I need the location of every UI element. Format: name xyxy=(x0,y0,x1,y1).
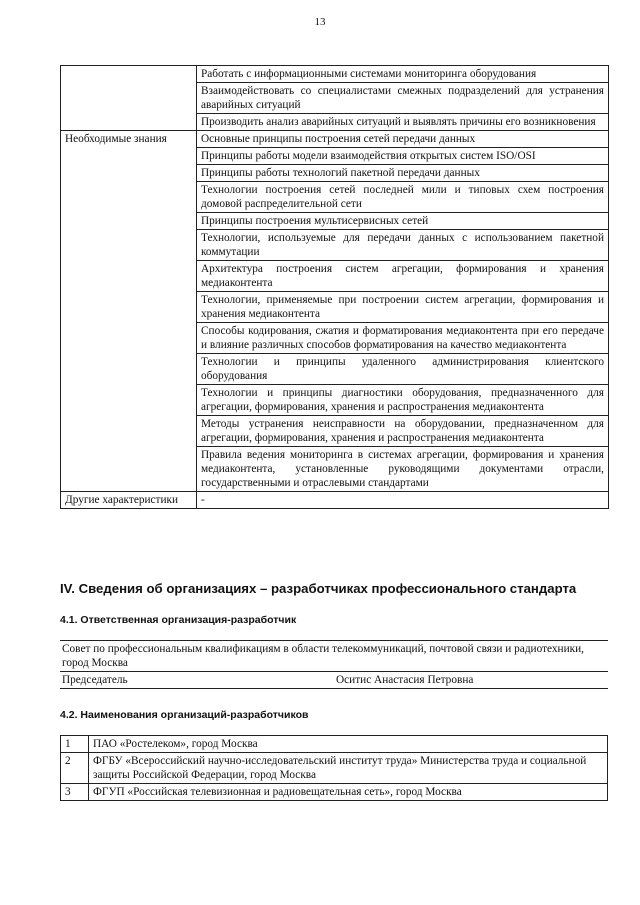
table-row xyxy=(61,66,609,83)
table-row xyxy=(61,753,608,784)
table-row xyxy=(61,784,608,801)
developer-name: ФГУП «Российская телевизионная и радиовещательная сеть», город Москва xyxy=(89,784,608,801)
org-name: Совет по профессиональным квалификациям в области телекоммуникаций, почтовой связи и радиотехники, город Москва xyxy=(60,641,608,672)
table-row xyxy=(61,492,609,509)
skill-item: Работать с информационными системами мониторинга оборудования xyxy=(197,66,609,83)
knowledge-item: Технологии построения сетей последней мили и типовых схем построения домовой распределительной сети xyxy=(197,182,609,213)
row-label-other: Другие характеристики xyxy=(61,492,197,509)
org-person: Оситис Анастасия Петровна xyxy=(334,672,608,689)
table-row xyxy=(60,672,608,689)
developers-table xyxy=(60,735,608,801)
knowledge-item: Принципы работы технологий пакетной передачи данных xyxy=(197,165,609,182)
page-number: 13 xyxy=(314,16,326,28)
knowledge-item: Архитектура построения систем агрегации, формирования и хранения медиаконтента xyxy=(197,261,609,292)
developer-name: ФГБУ «Всероссийский научно-исследовательский институт труда» Министерства труда и социальной защиты Российской Федерации, город Москва xyxy=(89,753,608,784)
row-label xyxy=(61,66,197,131)
competency-table xyxy=(60,65,609,509)
knowledge-item: Принципы построения мультисервисных сетей xyxy=(197,213,609,230)
knowledge-item: Технологии, используемые для передачи данных с использованием пакетной коммутации xyxy=(197,230,609,261)
knowledge-item: Основные принципы построения сетей передачи данных xyxy=(197,131,609,148)
table-row xyxy=(60,641,608,672)
developer-number: 3 xyxy=(61,784,89,801)
skill-item: Производить анализ аварийных ситуаций и выявлять причины его возникновения xyxy=(197,114,609,131)
org-position: Председатель xyxy=(60,672,334,689)
knowledge-item: Правила ведения мониторинга в системах агрегации, формирования и хранения медиаконтента, установленные руководящими документами отрасли, государственными и отраслевыми стандартами xyxy=(197,447,609,492)
table-row xyxy=(61,736,608,753)
developer-number: 2 xyxy=(61,753,89,784)
developer-number: 1 xyxy=(61,736,89,753)
knowledge-item: Способы кодирования, сжатия и форматирования медиаконтента при его передаче и влияние различных способов форматирования на качество медиаконтента xyxy=(197,323,609,354)
subsection-title-developers: 4.2. Наименования организаций-разработчиков xyxy=(60,709,309,721)
knowledge-item: Технологии и принципы диагностики оборудования, предназначенного для агрегации, формирования, хранения и распространения медиаконтента xyxy=(197,385,609,416)
knowledge-item: Технологии и принципы удаленного администрирования клиентского оборудования xyxy=(197,354,609,385)
knowledge-item: Методы устранения неисправности на оборудовании, предназначенном для агрегации, формирования, хранения и распространения медиаконтента xyxy=(197,416,609,447)
responsible-org-table xyxy=(60,640,608,689)
knowledge-item: Технологии, применяемые при построении систем агрегации, формирования и хранения медиаконтента xyxy=(197,292,609,323)
section-title: IV. Сведения об организациях – разработчиках профессионального стандарта xyxy=(60,581,577,596)
skill-item: Взаимодействовать со специалистами смежных подразделений для устранения аварийных ситуаций xyxy=(197,83,609,114)
developer-name: ПАО «Ростелеком», город Москва xyxy=(89,736,608,753)
table-row xyxy=(61,131,609,148)
row-label-knowledge: Необходимые знания xyxy=(61,131,197,492)
subsection-title-responsible: 4.1. Ответственная организация-разработчик xyxy=(60,614,297,626)
knowledge-item: Принципы работы модели взаимодействия открытых систем ISO/OSI xyxy=(197,148,609,165)
other-item: - xyxy=(197,492,609,509)
